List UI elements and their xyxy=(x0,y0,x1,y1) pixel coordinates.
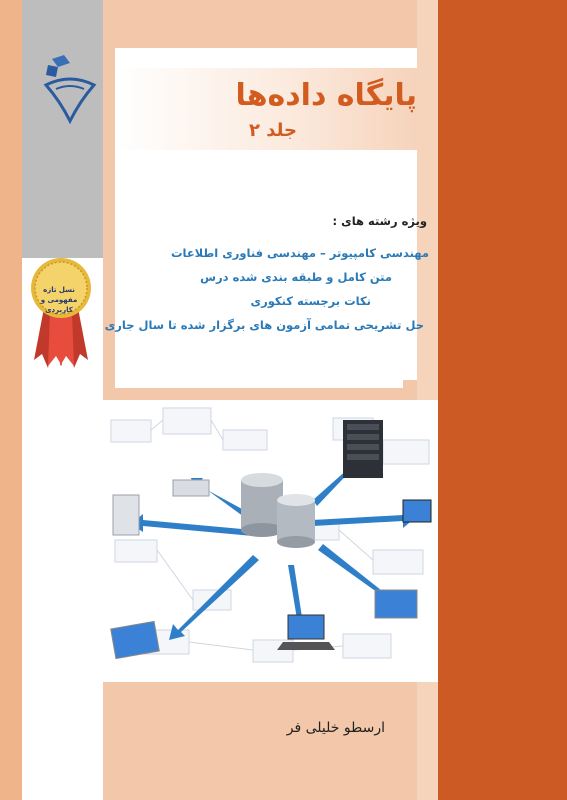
audience-heading: ویژه رشته های : xyxy=(332,214,427,228)
left-peach-strip xyxy=(0,0,22,800)
feature-line: نکات برجسته کنکوری xyxy=(250,294,371,308)
book-title: پایگاه داده‌ها xyxy=(235,78,417,113)
badge-line: مفهومی و کاربردی xyxy=(40,296,78,314)
publisher-logo xyxy=(40,55,100,125)
book-volume: جلد ۲ xyxy=(249,120,297,141)
feature-line: مهندسی کامپیوتر – مهندسی فناوری اطلاعات xyxy=(170,246,429,260)
gray-top-panel xyxy=(22,0,103,258)
author-name: ارسطو خلیلی فر xyxy=(286,720,385,736)
network-illustration xyxy=(103,400,438,682)
feature-line: متن کامل و طبقه بندی شده درس xyxy=(200,270,392,284)
feature-line: حل تشریحی تمامی آزمون های برگزار شده تا سال جاری xyxy=(104,318,424,332)
badge-text xyxy=(36,285,82,315)
badge-line: نسل تازه xyxy=(43,286,75,294)
